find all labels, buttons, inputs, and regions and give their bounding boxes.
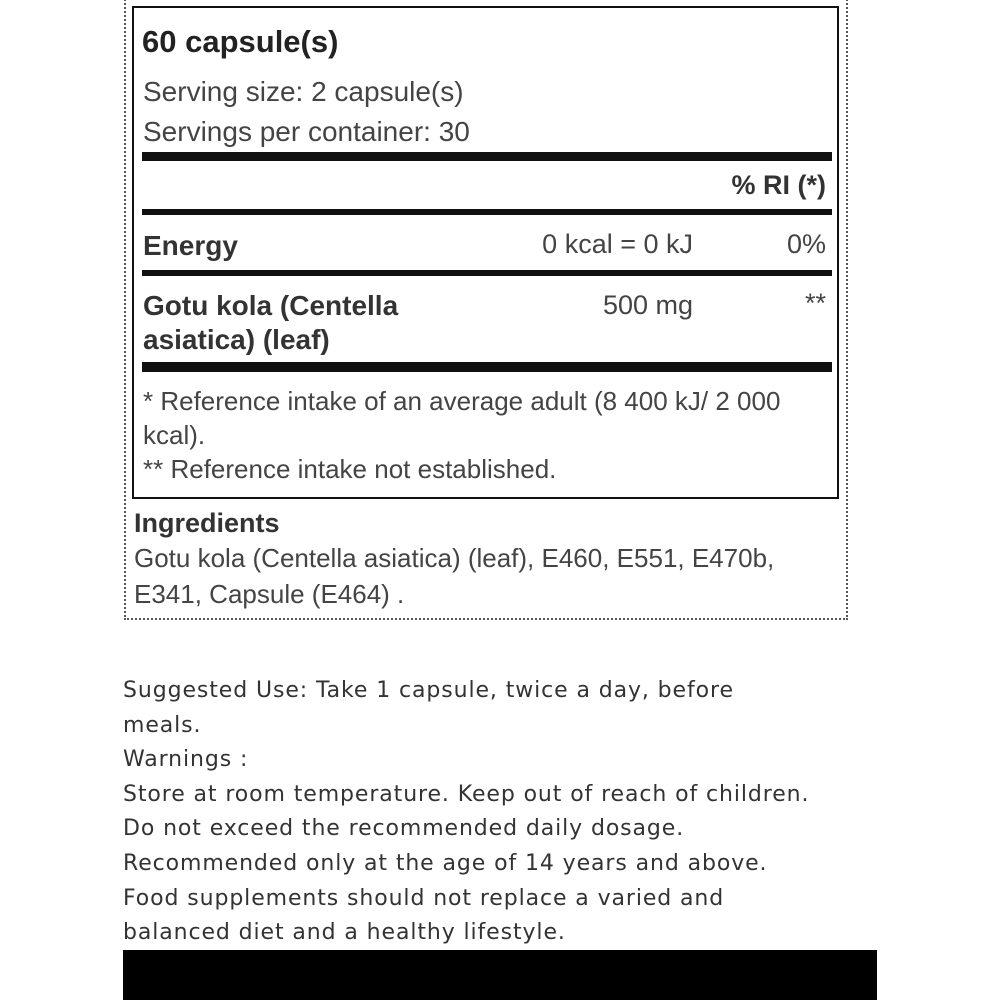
divider [142, 270, 832, 276]
usage-line: balanced diet and a healthy lifestyle. [123, 920, 566, 946]
thick-divider [142, 152, 832, 161]
serving-size: Serving size: 2 capsule(s) [143, 76, 464, 107]
energy-label: Energy [143, 230, 238, 261]
thick-divider [142, 362, 832, 372]
usage-line: Suggested Use: Take 1 capsule, twice a day, before [123, 678, 734, 703]
ingredients-heading: Ingredients [134, 508, 280, 538]
ingredients-text: Gotu kola (Centella asiatica) (leaf), E460, E551, E470b, E341, Capsule (E464) . [134, 543, 775, 609]
divider [142, 209, 832, 215]
usage-line: Recommended only at the age of 14 years and above. [123, 850, 768, 876]
bottom-black-bar [123, 950, 877, 1000]
gotu-kola-amount: 500 mg [602, 290, 693, 320]
label-title: 60 capsule(s) [142, 24, 339, 59]
energy-ri: 0% [786, 229, 826, 259]
gotu-kola-label: Gotu kola (Centella asiatica) (leaf) [143, 290, 399, 355]
usage-line: Store at room temperature. Keep out of reach of children. [123, 781, 810, 807]
servings-per-container: Servings per container: 30 [143, 116, 470, 147]
usage-line: Food supplements should not replace a varied and [123, 885, 725, 911]
footnote-reference-intake: * Reference intake of an average adult (8 400 kJ/ 2 000 kcal). [143, 386, 781, 450]
ri-header: % RI (*) [731, 170, 826, 200]
usage-line: Do not exceed the recommended daily dosage. [123, 816, 685, 842]
footnote-not-established: ** Reference intake not established. [143, 454, 557, 484]
usage-line: meals. [123, 712, 202, 738]
energy-amount: 0 kcal = 0 kJ [542, 229, 693, 259]
usage-warnings-text [123, 674, 853, 951]
usage-line: Warnings : [123, 747, 249, 773]
gotu-kola-ri: ** [804, 288, 826, 318]
